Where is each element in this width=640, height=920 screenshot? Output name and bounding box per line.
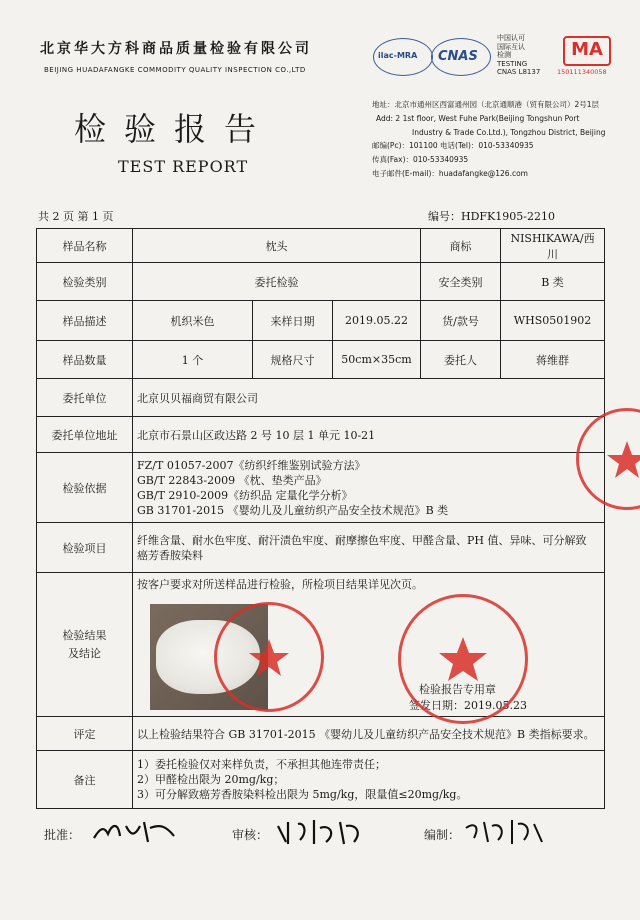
- eval-value: 以上检验结果符合 GB 31701-2015 《婴幼儿及儿童纺织产品安全技术规范》B 类指标要求。: [133, 717, 605, 751]
- arrival-label: 来样日期: [253, 301, 333, 341]
- testing-accreditation-text: 中国认可 国际互认 检测 TESTING CNAS L8137: [497, 34, 541, 76]
- basis-list: [133, 453, 605, 523]
- arrival-value: 2019.05.22: [333, 301, 421, 341]
- brand-label: 商标: [421, 229, 501, 263]
- items-line: 癌芳香胺染料: [137, 548, 203, 562]
- cnas-logo: CNAS: [431, 38, 491, 76]
- stamp-center: [398, 594, 528, 724]
- address-line: 地址：北京市通州区西富通州园（北京通顺港（贸有限公司）2号1层: [372, 100, 600, 109]
- postcode-phone: 邮编(Pc)：101100 电话(Tel)：010-53340935: [372, 141, 534, 151]
- items-list: [133, 523, 605, 573]
- approver-signature: [90, 812, 182, 848]
- review-label: 审核：: [232, 828, 269, 842]
- safety-value: B 类: [501, 263, 605, 301]
- brand-value: NISHIKAWA/西川: [501, 229, 605, 263]
- basis-label: 检验依据: [37, 453, 133, 523]
- sample-name-label: 样品名称: [37, 229, 133, 263]
- unit-label: 委托单位: [37, 379, 133, 417]
- safety-label: 安全类别: [421, 263, 501, 301]
- sample-name: 枕头: [133, 229, 421, 263]
- result-text: 按客户要求对所送样品进行检验，所检项目结果详见次页。: [137, 578, 423, 591]
- remark-item: 2）甲醛检出限为 20mg/kg；: [137, 773, 285, 786]
- address-line: Industry & Trade Co.Ltd.), Tongzhou District, Beijing: [412, 127, 606, 137]
- email: 电子邮件(E-mail)：huadafangke@126.com: [372, 168, 528, 178]
- remark-label: 备注: [37, 751, 133, 809]
- compile-label: 编制：: [424, 828, 461, 842]
- company-address-block: [372, 98, 630, 181]
- company-name-cn: 北京华大方科商品质量检验有限公司: [40, 41, 312, 57]
- remark-list: [133, 751, 605, 809]
- remark-item: 3）可分解致癌芳香胺染料检出限为 5mg/kg，限量值≤20mg/kg。: [137, 788, 468, 801]
- page-count: 共 2 页 第 1 页: [38, 210, 114, 223]
- basis-item: GB/T 22843-2009 《枕、垫类产品》: [137, 473, 327, 487]
- eval-label: 评定: [37, 717, 133, 751]
- stamp-top-right: [576, 408, 640, 510]
- seal-label: 检验报告专用章: [419, 683, 496, 696]
- client-label: 委托人: [421, 341, 501, 379]
- unit-addr-label: 委托单位地址: [37, 417, 133, 453]
- address-line: Add: 2 1st floor, West Fuhe Park(Beijing Tongshun Port: [376, 113, 580, 123]
- cma-logo: MA 150111340058: [557, 36, 615, 72]
- report-title: 检验报告: [74, 110, 275, 148]
- issue-date: 签发日期：2019.05.23: [409, 699, 527, 712]
- item-no-value: WHS0501902: [501, 301, 605, 341]
- basis-item: GB/T 2910-2009《纺织品 定量化学分析》: [137, 488, 353, 502]
- approve-label: 批准：: [44, 828, 81, 842]
- reviewer-signature: [274, 812, 370, 848]
- desc-label: 样品描述: [37, 301, 133, 341]
- report-table: [36, 228, 605, 809]
- fax: 传真(Fax)：010-53340935: [372, 155, 469, 165]
- report-number: 编号：HDFK1905-2210: [428, 210, 555, 223]
- report-subtitle: TEST REPORT: [118, 157, 249, 176]
- items-label: 检验项目: [37, 523, 133, 573]
- qty-value: 1 个: [133, 341, 253, 379]
- stamp-star-icon: [217, 605, 321, 709]
- test-type-label: 检验类别: [37, 263, 133, 301]
- desc-value: 机织米色: [133, 301, 253, 341]
- result-label: 检验结果 及结论: [37, 573, 133, 717]
- remark-item: 1）委托检验仅对来样负责，不承担其他连带责任；: [137, 758, 386, 771]
- item-no-label: 货/款号: [421, 301, 501, 341]
- basis-item: GB 31701-2015 《婴幼儿及儿童纺织产品安全技术规范》B 类: [137, 503, 449, 517]
- accreditation-logos: [373, 32, 623, 82]
- stamp-star-icon: [401, 597, 525, 721]
- test-type: 委托检验: [133, 263, 421, 301]
- basis-item: FZ/T 01057-2007《纺织纤维鉴别试验方法》: [137, 458, 366, 472]
- stamp-left: [214, 602, 324, 712]
- client-value: 蒋维群: [501, 341, 605, 379]
- unit-addr-value: 北京市石景山区政达路 2 号 10 层 1 单元 10-21: [133, 417, 605, 453]
- size-value: 50cm×35cm: [333, 341, 421, 379]
- compiler-signature: [462, 812, 552, 848]
- stamp-star-icon: [579, 411, 640, 507]
- items-line: 纤维含量、耐水色牢度、耐汗渍色牢度、耐摩擦色牢度、甲醛含量、PH 值、异味、可分解致: [137, 533, 587, 547]
- ilac-mra-logo: ilac-MRA: [373, 38, 433, 76]
- size-label: 规格尺寸: [253, 341, 333, 379]
- company-name-en: BEIJING HUADAFANGKE COMMODITY QUALITY INSPECTION CO.,LTD: [44, 66, 306, 74]
- unit-value: 北京贝贝福商贸有限公司: [133, 379, 605, 417]
- qty-label: 样品数量: [37, 341, 133, 379]
